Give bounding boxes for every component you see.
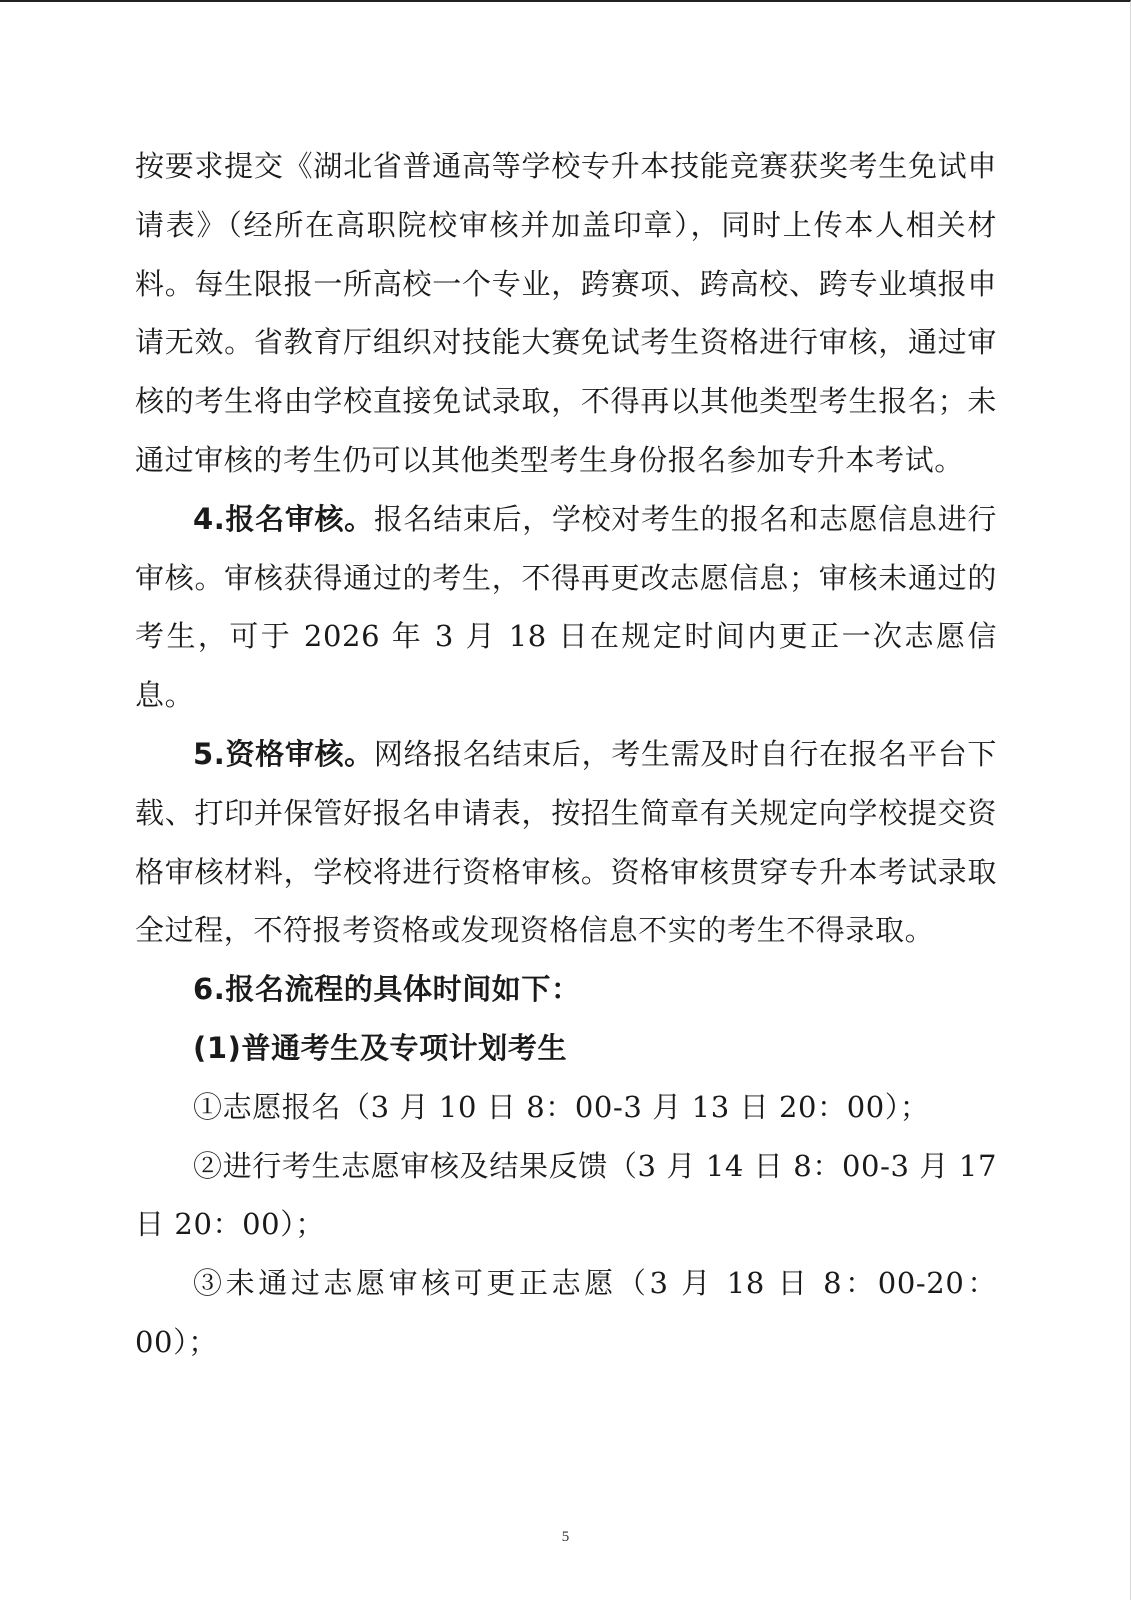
paragraph-qualification-review-text: 网络报名结束后，考生需及时自行在报名平台下载、打印并保管好报名申请表，按招生简章有关规定向学校提交资格审核材料，学校将进行资格审核。资格审核贯穿专升本考试录取全过程，不符报考资格或发现资格信息不实的考生不得录取。 [135,736,997,948]
page-number: 5 [561,1529,570,1545]
schedule-item-review-feedback: ②进行考生志愿审核及结果反馈（3 月 14 日 8：00-3 月 17 日 20：00）； [135,1148,997,1242]
section-heading-schedule: 6.报名流程的具体时间如下： [193,972,581,1007]
schedule-item-correction: ③未通过志愿审核可更正志愿（3 月 18 日 8：00-20：00）； [135,1266,997,1359]
document-body [135,137,997,1372]
section-heading-registration-review: 4.报名审核。 [193,501,374,536]
paragraph-qualification-review [135,725,997,960]
paragraph-registration-review-text: 报名结束后，学校对考生的报名和志愿信息进行审核。审核获得通过的考生，不得再更改志愿信息；审核未通过的考生，可于 2026 年 3 月 18 日在规定时间内更正一次志愿信息。 [135,501,997,713]
subsection-heading-regular-candidates: (1)普通考生及专项计划考生 [193,1030,568,1065]
paragraph-exemption-application: 按要求提交《湖北省普通高等学校专升本技能竞赛获奖考生免试申请表》（经所在高职院校审核并加盖印章），同时上传本人相关材料。每生限报一所高校一个专业，跨赛项、跨高校、跨专业填报申请无效。省教育厅组织对技能大赛免试考生资格进行审核，通过审核的考生将由学校直接免试录取，不得再以其他类型考生报名；未通过审核的考生仍可以其他类型考生身份报名参加专升本考试。 [135,149,997,477]
section-heading-qualification-review: 5.资格审核。 [193,736,374,771]
schedule-item-application: ①志愿报名（3 月 10 日 8：00-3 月 13 日 20：00）； [193,1089,930,1124]
paragraph-registration-review [135,490,997,725]
